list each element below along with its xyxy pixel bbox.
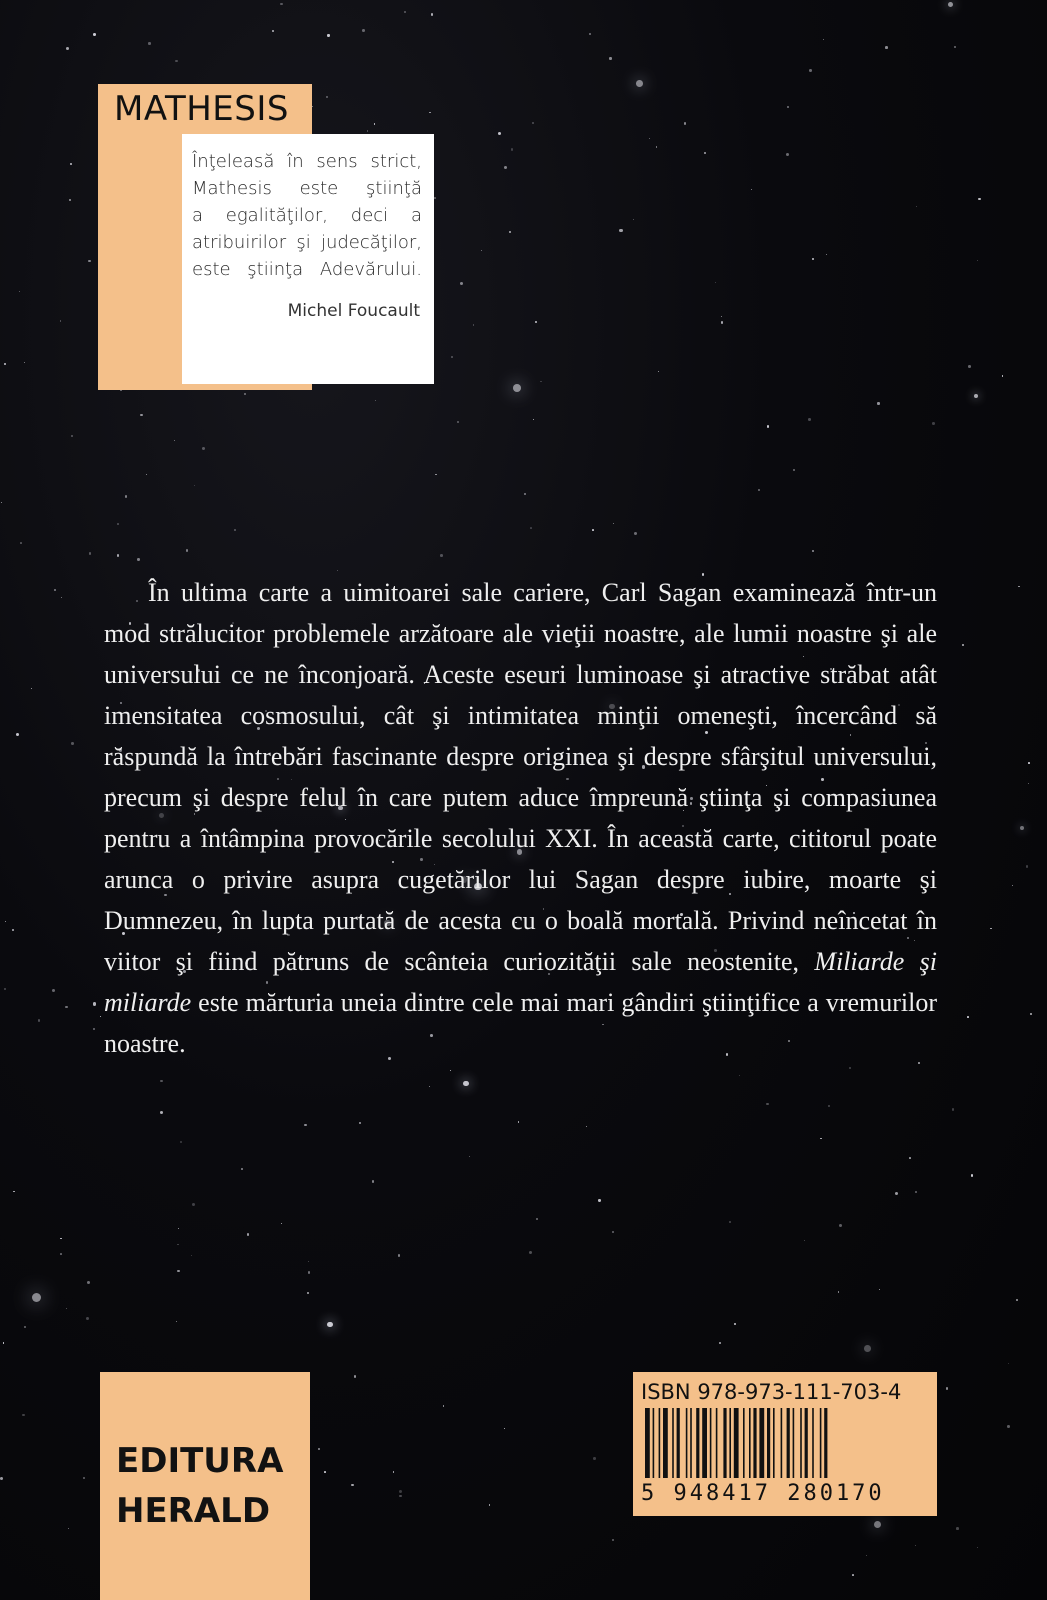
description-text-end: este mărturia uneia dintre cele mai mari gândiri ştiinţifice a vremurilor noastre. xyxy=(104,988,937,1058)
star xyxy=(308,1261,310,1263)
star xyxy=(874,1521,881,1528)
star xyxy=(767,425,770,428)
star xyxy=(877,402,879,404)
star xyxy=(849,1067,850,1068)
star xyxy=(990,928,992,930)
star xyxy=(71,435,73,437)
star xyxy=(450,1070,452,1072)
star xyxy=(38,1019,41,1022)
star xyxy=(915,1191,917,1193)
star xyxy=(117,523,119,525)
star xyxy=(532,122,534,124)
star xyxy=(160,1080,162,1082)
star xyxy=(460,282,463,285)
star xyxy=(66,47,69,50)
barcode-bar xyxy=(696,1408,699,1478)
star xyxy=(89,552,91,554)
star xyxy=(140,414,142,416)
epigraph-line: este ştiinţa Adevărului. xyxy=(192,259,422,280)
star xyxy=(715,282,716,283)
barcode-bar xyxy=(690,1408,692,1478)
star xyxy=(177,1270,180,1273)
epigraph-author: Michel Foucault xyxy=(287,301,420,321)
star xyxy=(540,381,541,382)
star xyxy=(509,231,510,232)
barcode-bar xyxy=(773,1408,775,1478)
star xyxy=(65,1006,67,1008)
star xyxy=(946,1387,949,1390)
star xyxy=(879,1289,880,1290)
star xyxy=(513,384,521,392)
star xyxy=(22,1414,25,1417)
star xyxy=(786,153,789,156)
star xyxy=(70,163,72,165)
star xyxy=(498,132,501,135)
ean-digits: 5 948417 280170 xyxy=(641,1481,885,1506)
epigraph-line: a egalităţilor, deci a xyxy=(192,205,422,226)
barcode-bar xyxy=(820,1408,822,1478)
star xyxy=(828,1105,831,1108)
barcode-bar xyxy=(716,1408,718,1478)
star xyxy=(5,921,6,922)
star xyxy=(60,1253,62,1255)
star xyxy=(589,33,591,35)
barcode-bar xyxy=(645,1408,650,1478)
barcode-bar xyxy=(781,1408,783,1478)
star xyxy=(16,733,19,736)
star xyxy=(137,558,140,561)
star xyxy=(175,60,178,63)
star xyxy=(24,362,25,363)
star xyxy=(613,523,614,524)
star xyxy=(69,199,71,201)
star xyxy=(721,316,722,317)
star xyxy=(751,189,752,190)
star xyxy=(1028,762,1030,764)
isbn-number: ISBN 978-973-111-703-4 xyxy=(641,1380,902,1404)
star xyxy=(609,57,611,59)
star xyxy=(443,1405,444,1406)
barcode-bar xyxy=(800,1408,802,1478)
star xyxy=(864,1345,871,1352)
star xyxy=(32,1293,41,1302)
star xyxy=(93,1002,96,1005)
star xyxy=(895,1192,898,1195)
star xyxy=(820,1138,821,1139)
barcode-box xyxy=(633,1372,937,1516)
star xyxy=(812,258,814,260)
star xyxy=(247,1233,249,1235)
barcode-bar xyxy=(759,1408,764,1478)
star xyxy=(619,229,622,232)
star xyxy=(1002,375,1003,376)
star xyxy=(160,1111,163,1114)
star xyxy=(435,474,437,476)
star xyxy=(518,1121,520,1123)
star xyxy=(88,260,90,262)
barcode-bar xyxy=(743,1408,745,1478)
star xyxy=(192,1203,195,1206)
star xyxy=(511,148,513,150)
star xyxy=(852,1574,854,1576)
star xyxy=(1008,1363,1009,1364)
publisher-logo-block xyxy=(100,1372,310,1600)
star xyxy=(974,394,978,398)
barcode-bar xyxy=(723,1408,726,1478)
star xyxy=(52,989,55,992)
star xyxy=(146,474,147,475)
epigraph-box xyxy=(182,134,434,384)
star xyxy=(636,80,643,87)
star xyxy=(429,1086,430,1087)
star xyxy=(66,1308,67,1309)
star xyxy=(766,1103,769,1106)
star xyxy=(473,324,475,326)
book-description xyxy=(104,572,937,1064)
star xyxy=(808,418,811,421)
star xyxy=(177,1244,178,1245)
star xyxy=(12,929,14,931)
star xyxy=(31,688,32,689)
star xyxy=(399,1490,402,1493)
star xyxy=(68,1528,69,1529)
star xyxy=(324,1471,326,1473)
star xyxy=(375,400,376,401)
star xyxy=(469,1156,470,1157)
star xyxy=(308,1271,310,1273)
star xyxy=(174,440,175,441)
star xyxy=(530,527,532,529)
barcode-bar xyxy=(663,1408,668,1478)
star xyxy=(24,1326,26,1328)
star xyxy=(180,1141,183,1144)
star xyxy=(318,1448,321,1451)
barcode-bar xyxy=(767,1408,770,1478)
star xyxy=(404,11,406,13)
star xyxy=(704,152,706,154)
star xyxy=(634,532,637,535)
star xyxy=(885,46,888,49)
star xyxy=(100,1016,101,1017)
star xyxy=(117,554,119,556)
star xyxy=(839,1224,842,1227)
star xyxy=(71,742,74,745)
star xyxy=(312,106,313,107)
star xyxy=(241,1168,243,1170)
star xyxy=(372,1180,374,1182)
star xyxy=(812,550,814,552)
star xyxy=(393,1471,394,1472)
star xyxy=(1016,1299,1018,1301)
star xyxy=(60,1238,61,1239)
barcode-bar xyxy=(677,1408,680,1478)
star xyxy=(1026,865,1029,868)
star xyxy=(362,29,365,32)
star xyxy=(524,493,526,495)
epigraph-line: Înţeleasă în sens strict, xyxy=(192,151,422,172)
star xyxy=(93,1028,95,1030)
star xyxy=(1028,783,1029,784)
star xyxy=(721,321,724,324)
star xyxy=(20,542,22,544)
star xyxy=(536,1218,538,1220)
star xyxy=(191,1255,192,1256)
star xyxy=(1030,1013,1032,1015)
star xyxy=(804,1240,805,1241)
star xyxy=(633,219,634,220)
star xyxy=(367,130,368,131)
star xyxy=(932,422,935,425)
star xyxy=(504,1428,505,1429)
star xyxy=(1018,586,1019,587)
star xyxy=(234,529,236,531)
star xyxy=(823,39,824,40)
star xyxy=(244,393,246,395)
star xyxy=(83,1477,85,1479)
star xyxy=(178,1228,179,1229)
barcode-bar xyxy=(653,1408,655,1478)
star xyxy=(504,166,507,169)
barcode-bar xyxy=(824,1408,827,1478)
star xyxy=(978,198,980,200)
star xyxy=(125,495,127,497)
barcode-bar xyxy=(734,1408,739,1478)
star xyxy=(3,1342,4,1343)
star xyxy=(326,96,327,97)
barcode-bar xyxy=(729,1408,731,1478)
star xyxy=(809,69,812,72)
star xyxy=(826,254,828,256)
star xyxy=(354,1375,356,1377)
star xyxy=(787,106,789,108)
star xyxy=(734,1323,737,1326)
publisher-line-1: EDITURA xyxy=(116,1441,284,1481)
star xyxy=(434,197,436,199)
star xyxy=(4,988,6,990)
barcode-bars xyxy=(641,1408,929,1478)
star xyxy=(739,1075,740,1076)
star xyxy=(1012,885,1013,886)
star xyxy=(176,1321,177,1322)
star xyxy=(649,138,650,139)
barcode-bar xyxy=(805,1408,808,1478)
star xyxy=(451,356,452,357)
barcode-bar xyxy=(749,1408,751,1478)
barcode-bar xyxy=(753,1408,756,1478)
star xyxy=(481,250,482,251)
star xyxy=(281,1223,282,1224)
star xyxy=(533,419,535,421)
star xyxy=(962,644,965,647)
star xyxy=(1007,1425,1010,1428)
star xyxy=(399,1495,401,1497)
publisher-name xyxy=(116,1436,283,1536)
star xyxy=(304,1124,307,1127)
star xyxy=(272,30,274,32)
star xyxy=(440,554,443,557)
star xyxy=(952,1108,955,1111)
star xyxy=(612,1539,615,1542)
star xyxy=(327,1322,333,1328)
epigraph-line: Mathesis este ştiinţă xyxy=(192,178,422,199)
star xyxy=(54,589,57,592)
epigraph-text xyxy=(192,148,422,283)
star xyxy=(915,1545,916,1546)
star xyxy=(86,1317,89,1320)
star xyxy=(194,485,195,486)
star xyxy=(374,123,376,125)
barcode-bar xyxy=(787,1408,790,1478)
star xyxy=(977,1547,978,1548)
star xyxy=(359,1122,360,1123)
star xyxy=(612,1231,614,1233)
star xyxy=(1,502,2,503)
star xyxy=(866,1555,867,1556)
barcode-bar xyxy=(686,1408,688,1478)
barcode-bar xyxy=(710,1408,712,1478)
star xyxy=(967,1016,969,1018)
star xyxy=(719,1342,720,1343)
barcode-bar xyxy=(672,1408,674,1478)
star xyxy=(916,206,917,207)
star xyxy=(1020,826,1024,830)
star xyxy=(431,13,433,15)
series-title: MATHESIS xyxy=(114,89,289,129)
star xyxy=(60,320,61,321)
barcode-bar xyxy=(793,1408,795,1478)
star xyxy=(4,363,6,365)
star xyxy=(656,146,658,148)
star xyxy=(948,2,953,7)
star xyxy=(954,46,956,48)
star xyxy=(280,3,283,6)
star xyxy=(909,1157,911,1159)
star xyxy=(93,33,96,36)
star xyxy=(351,1484,354,1487)
epigraph-line: atribuirilor şi judecăţilor, xyxy=(192,232,422,253)
star xyxy=(0,1477,3,1480)
star xyxy=(593,1457,596,1460)
star xyxy=(956,1527,959,1530)
barcode-bar xyxy=(812,1408,814,1478)
star xyxy=(463,1081,468,1086)
star xyxy=(186,549,189,552)
star xyxy=(398,1254,401,1257)
star xyxy=(61,597,62,598)
star xyxy=(489,1504,491,1506)
star xyxy=(977,260,979,262)
description-text: În ultima carte a uimitoarei sale cariere, Carl Sagan examinează într-un mod strălucitor problemele arzătoare ale vieţii noastre, ale lumii noastre şi ale universului ce ne înconjoară. Aceste eseuri luminoase şi atractive străbat atât imensitatea cosmosului, cât şi intimitatea minţii omeneşti, încercând să răspundă la întrebări fascinante despre originea şi despre sfârşitul universului, precum şi despre felul în care putem aduce împreună ştiinţa şi compasiunea pentru a întâmpina provocările secolului XXI. În această carte, cititorul poate arunca o privire asupra cugetărilor lui Sagan despre iubire, moarte şi Dumnezeu, în lupta purtată de acesta cu o boală mortală. Privind neîncetat în viitor şi fiind pătruns de scânteia curiozităţii sale neostenite, xyxy=(104,578,937,976)
star xyxy=(598,1199,600,1201)
barcode-bar xyxy=(702,1408,707,1478)
star xyxy=(13,1191,14,1192)
barcode-bar xyxy=(659,1408,661,1478)
star xyxy=(529,1251,532,1254)
star xyxy=(729,1221,731,1223)
book-title-italic: Miliarde şi miliarde xyxy=(104,947,937,1017)
star xyxy=(327,34,329,36)
star xyxy=(658,371,659,372)
star xyxy=(429,112,430,113)
star xyxy=(457,421,459,423)
star xyxy=(684,122,687,125)
star xyxy=(202,447,205,450)
star xyxy=(758,489,760,491)
star xyxy=(586,1126,587,1127)
star xyxy=(535,321,537,323)
star xyxy=(793,469,795,471)
star xyxy=(87,1281,90,1284)
star xyxy=(307,1292,309,1294)
star xyxy=(148,42,150,44)
publisher-line-2: HERALD xyxy=(116,1491,271,1531)
star xyxy=(592,529,594,531)
star xyxy=(968,365,971,368)
description-paragraph xyxy=(104,572,937,1064)
star xyxy=(838,1291,840,1293)
star xyxy=(971,1174,973,1176)
star xyxy=(19,291,20,292)
